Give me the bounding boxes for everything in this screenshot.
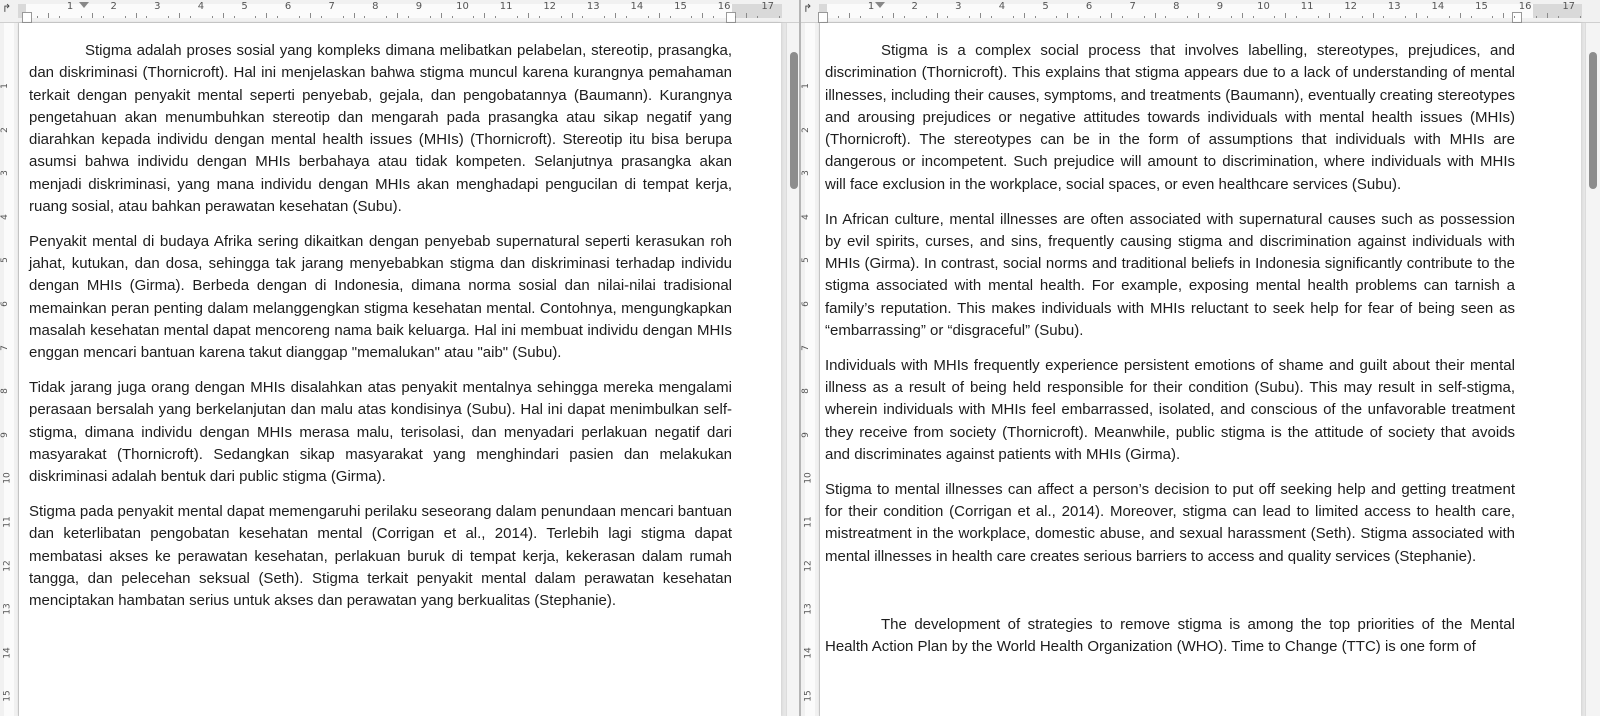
ruler-number: 4 <box>801 213 811 220</box>
ruler-number: 13 <box>586 1 600 12</box>
vertical-ruler-right <box>801 23 820 716</box>
ruler-number: 11 <box>1300 1 1314 12</box>
ruler-number: 16 <box>717 1 731 12</box>
ruler-number: 6 <box>0 301 10 307</box>
ruler-number: 14 <box>803 647 814 659</box>
ruler-number: 2 <box>0 126 10 133</box>
ruler-number: 11 <box>499 1 513 12</box>
ruler-number: 11 <box>803 516 814 528</box>
paragraph: Individuals with MHIs frequently experience persistent emotions of shame and guilt about their mental illness as a result of being held responsible for their condition (Subu). This may result in self-stigma, wherein individuals with MHIs feel embarrassed, isolated, and conscious of the unfavorable treatment they receive from society (Thornicroft). Meanwhile, public stigma is the attitude of society that avoids and discriminates against patients with MHIs (Girma). <box>825 356 1515 464</box>
ruler-number: 12 <box>543 1 557 12</box>
ruler-number: 7 <box>328 1 335 12</box>
first-line-indent-marker[interactable] <box>79 2 89 8</box>
ruler-number: 15 <box>2 690 13 703</box>
ruler-number: 13 <box>2 603 13 615</box>
ruler-number: 8 <box>372 1 379 12</box>
document-body-left[interactable] <box>29 40 732 625</box>
ruler-number: 8 <box>801 388 811 395</box>
first-line-indent-marker[interactable] <box>875 2 885 8</box>
ruler-number: 8 <box>0 388 10 395</box>
ruler-number: 12 <box>803 559 814 572</box>
ruler-number: 2 <box>911 1 918 12</box>
scrollbar-thumb[interactable] <box>790 52 798 189</box>
ruler-number: 8 <box>1173 1 1180 12</box>
ruler-number: 15 <box>674 1 687 12</box>
vertical-scrollbar-left[interactable] <box>786 23 800 716</box>
ruler-number: 17 <box>1562 1 1576 12</box>
paragraph: Stigma adalah proses sosial yang kompleks dimana melibatkan pelabelan, stereotip, prasangka, dan diskriminasi (Thornicroft). Hal ini menjelaskan bahwa stigma muncul karena kurangnya pemahaman terkait dengan penyakit mental seperti penyebab, gejala, dan pengobatannya (Baumann). Kurangnya pengetahuan akan menumbuhkan stereotip dan mengarah pada prasangka atau sikap negatif yang diarahkan kepada individu dengan mental health issues (MHIs) (Thornicroft). Stereotip itu bisa berupa asumsi bahwa individu dengan MHIs berbahaya atau tidak kompeten. Selanjutnya prasangka akan menjadi diskriminasi, yang mana individu dengan MHIs akan menghadapi pengucilan di tempat kerja, ruang sosial, atau bahkan perawatan kesehatan (Subu). <box>29 42 732 216</box>
left-indent-marker[interactable] <box>22 12 32 23</box>
ruler-number: 10 <box>456 1 469 12</box>
ruler-number: 14 <box>2 647 13 659</box>
left-indent-marker[interactable] <box>818 12 828 23</box>
ruler-number: 9 <box>801 431 811 438</box>
ruler-number: 11 <box>2 516 13 528</box>
ruler-number: 12 <box>2 559 13 572</box>
ruler-number: 13 <box>1387 1 1401 12</box>
ruler-number: 10 <box>2 472 13 485</box>
paragraph: In African culture, mental illnesses are often associated with supernatural causes such as possession by evil spirits, curses, and sins, frequently causing stigma and discrimination against individuals with MHIs (Girma). In contrast, social norms and traditional beliefs in Indonesia significantly contribute to the stigma associated with mental health. For example, exposing mental health problems can tarnish a family’s reputation. This makes individuals with MHIs reluctant to seek help for fear of being seen as “embarrassing” or “disgraceful” (Subu). <box>825 210 1515 340</box>
ruler-number: 7 <box>801 344 811 351</box>
vertical-ruler-left <box>0 23 19 716</box>
ruler-number: 14 <box>630 1 644 12</box>
ruler-number: 2 <box>801 126 811 133</box>
horizontal-ruler-left[interactable] <box>0 0 800 23</box>
ruler-number: 5 <box>0 257 10 264</box>
ruler-number: 9 <box>415 1 423 12</box>
ruler-number: 6 <box>1085 1 1093 12</box>
ruler-number: 3 <box>801 170 811 177</box>
ruler-number: 12 <box>1344 1 1358 12</box>
ruler-number: 7 <box>1129 1 1136 12</box>
ruler-number: 3 <box>955 1 962 12</box>
ruler-number: 2 <box>110 1 117 12</box>
document-page-left[interactable] <box>19 23 781 716</box>
ruler-number: 15 <box>803 690 814 703</box>
paragraph: Penyakit mental di budaya Afrika sering dikaitkan dengan penyebab supernatural seperti kerasukan roh jahat, kutukan, dan dosa, sehingga tak jarang menyebabkan stigma dan diskriminasi terhadap individu dengan MHIs (Girma). Berbeda dengan di Indonesia, dimana norma sosial dan nilai-nilai tradisional memainkan peran penting dalam melanggengkan stigma kesehatan mental. Contohnya, mengungkapkan masalah kesehatan mental dapat mencoreng nama baik keluarga. Hal ini membuat individu dengan MHIs enggan mencari bantuan karena takut dianggap "memalukan" atau "aib" (Subu). <box>29 232 732 362</box>
ruler-number: 3 <box>154 1 161 12</box>
ruler-number: 1 <box>0 83 10 89</box>
ruler-number: 5 <box>241 1 248 12</box>
ruler-number: 3 <box>0 170 10 177</box>
ruler-number: 15 <box>1475 1 1488 12</box>
ruler-number: 6 <box>284 1 292 12</box>
document-body-right[interactable] <box>825 40 1515 671</box>
ruler-number: 1 <box>801 83 811 89</box>
ruler-number: 16 <box>1518 1 1532 12</box>
paragraph: The development of strategies to remove stigma is among the top priorities of the Mental Health Action Plan by the World Health Organization (WHO). Time to Change (TTC) is one form of <box>825 616 1515 656</box>
ruler-number: 14 <box>1431 1 1445 12</box>
ruler-number: 5 <box>1042 1 1049 12</box>
ruler-number: 7 <box>0 344 10 351</box>
paragraph: Stigma pada penyakit mental dapat memengaruhi perilaku seseorang dalam penundaan mencari bantuan dan keterlibatan pengobatan kesehatan mental (Corrigan et al., 2014). Terlebih lagi stigma dapat membatasi akses ke perawatan kesehatan, perlakuan buruk di tempat kerja, kekerasan dalam rumah tangga, dan pelecehan seksual (Seth). Stigma terkait penyakit mental dalam perawatan kesehatan menciptakan hambatan serius untuk akses dan perawatan yang berkualitas (Stephanie). <box>29 503 732 610</box>
ruler-number: 4 <box>998 1 1006 12</box>
vertical-scrollbar-right[interactable] <box>1585 23 1600 716</box>
document-page-right[interactable] <box>820 23 1581 716</box>
ruler-number: 10 <box>1257 1 1270 12</box>
ruler-number: 1 <box>867 1 875 12</box>
ruler-number: 6 <box>801 301 811 307</box>
ruler-number: 1 <box>66 1 74 12</box>
ruler-number: 9 <box>0 431 10 438</box>
ruler-number: 10 <box>803 472 814 485</box>
tab-stop-selector-icon[interactable]: ↱ <box>2 3 12 15</box>
paragraph: Stigma is a complex social process that involves labelling, stereotypes, prejudices, and discrimination (Thornicroft). This explains that stigma appears due to a lack of understanding of mental illnesses, including their causes, symptoms, and treatments (Baumann), eventually creating stereotypes and arousing prejudices or negative attitudes towards individuals with mental health issues (MHIs) (Thornicroft). The stereotypes can be in the form of assumptions that individuals with MHIs are dangerous or incompetent. Such prejudice will amount to discrimination, where individuals with MHIs will face exclusion in the workplace, social spaces, or even healthcare services (Subu). <box>825 42 1515 193</box>
right-document-pane <box>801 0 1600 716</box>
ruler-number: 9 <box>1216 1 1224 12</box>
paragraph: Tidak jarang juga orang dengan MHIs disalahkan atas penyakit mentalnya sehingga mereka mengalami perasaan bersalah yang berkelanjutan dan malu atas kondisinya (Subu). Hal ini dapat menimbulkan self-stigma, dimana individu dengan MHIs merasa malu, terisolasi, dan menyadari perlakuan negatif dari masyarakat (Thornicroft). Sedangkan sikap masyarakat yang menghindari pasien dan melakukan diskriminasi adalah bentuk dari public stigma (Girma). <box>29 379 732 486</box>
ruler-number: 4 <box>197 1 205 12</box>
scrollbar-thumb[interactable] <box>1589 52 1597 189</box>
ruler-number: 4 <box>0 213 10 220</box>
tab-stop-selector-icon[interactable]: ↱ <box>803 3 813 15</box>
horizontal-ruler-right[interactable] <box>801 0 1600 23</box>
ruler-number: 13 <box>803 603 814 615</box>
ruler-number: 17 <box>761 1 775 12</box>
ruler-number: 5 <box>801 257 811 264</box>
paragraph: Stigma to mental illnesses can affect a person’s decision to put off seeking help and getting treatment for their condition (Corrigan et al., 2014). Moreover, stigma can lead to limited access to health care, mistreatment in the workplace, domestic abuse, and sexual harassment (Seth). Stigma associated with mental illnesses in health care creates serious barriers to access and quality services (Stephanie). <box>825 480 1515 565</box>
